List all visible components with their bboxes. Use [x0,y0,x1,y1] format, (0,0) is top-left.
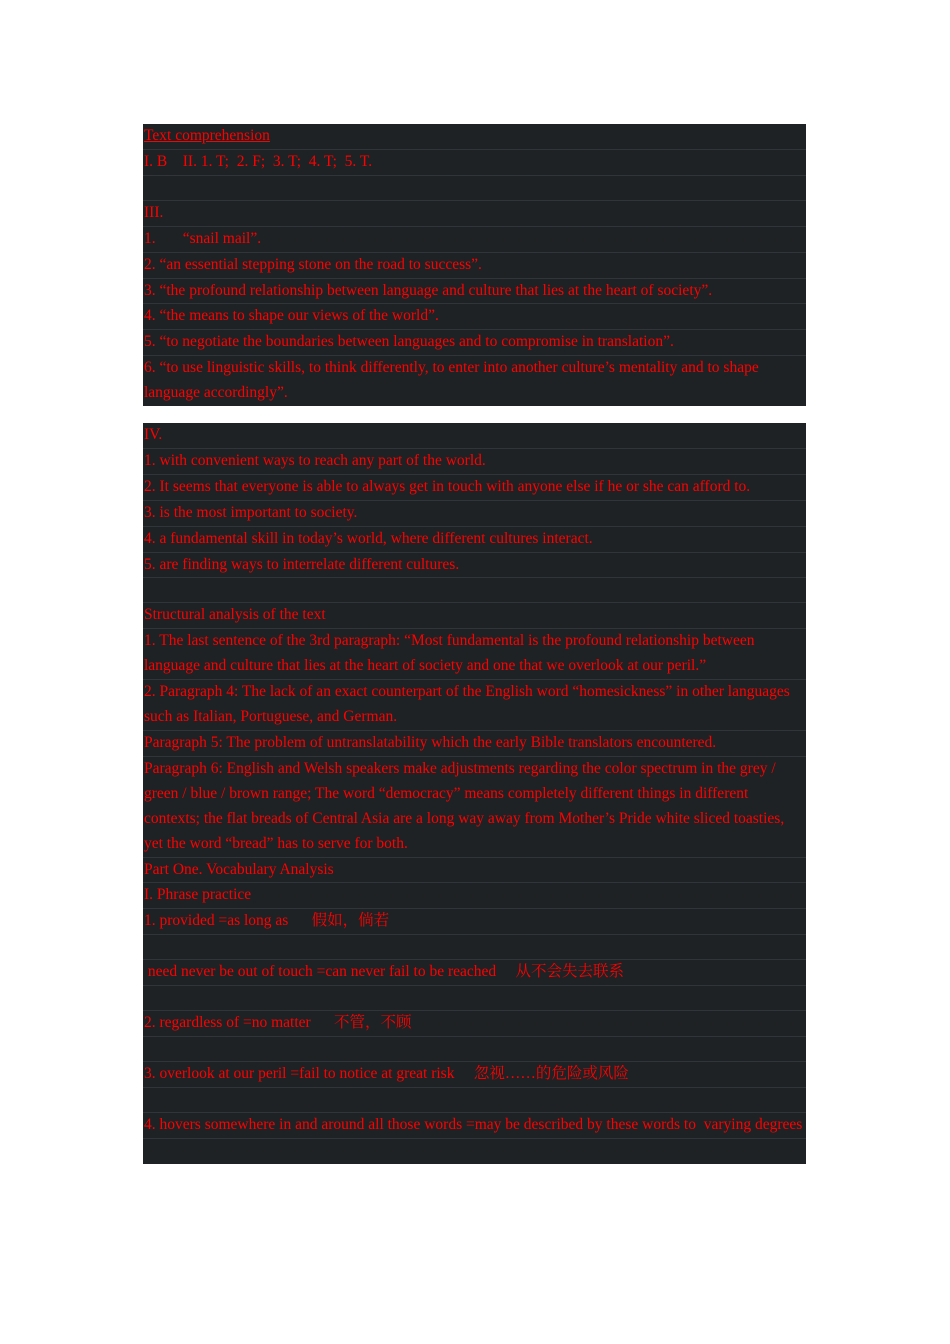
section-heading-text-comprehension: Text comprehension [143,124,806,150]
answer-row: 5. “to negotiate the boundaries between languages and to compromise in translation”. [143,330,806,356]
answer-row: IV. [143,423,806,449]
blank-row [143,1037,806,1062]
answer-row: 2. It seems that everyone is able to always get in touch with anyone else if he or she can afford to. [143,475,806,501]
phrase-row: 4. hovers somewhere in and around all those words =may be described by these words to varying degrees [143,1113,806,1139]
answer-row: 3. “the profound relationship between language and culture that lies at the heart of society”. [143,279,806,305]
section-heading-structural-analysis: Structural analysis of the text [143,603,806,629]
blank-row [143,1088,806,1113]
blank-row [143,986,806,1011]
answer-row: I. B II. 1. T; 2. F; 3. T; 4. T; 5. T. [143,150,806,176]
answer-row: 2. Paragraph 4: The lack of an exact counterpart of the English word “homesickness” in other languages such as Italian, Portuguese, and German. [143,680,806,731]
answer-row: Paragraph 6: English and Welsh speakers make adjustments regarding the color spectrum in the grey / green / blue / brown range; The word “democracy” means completely different things in different contexts; the flat breads of Central Asia are a long way away from Mother’s Pride white sliced toasties, yet the word “bread” has to serve for both. [143,757,806,858]
answer-block-2 [143,423,806,1164]
answer-row: 1. The last sentence of the 3rd paragraph: “Most fundamental is the profound relationship between language and culture that lies at the heart of society and one that we overlook at our peril.” [143,629,806,680]
section-heading-phrase-practice: I. Phrase practice [143,883,806,909]
phrase-row: 3. overlook at our peril =fail to notice at great risk 忽视……的危险或风险 [143,1062,806,1088]
answer-row: 4. “the means to shape our views of the world”. [143,304,806,330]
answer-row: Paragraph 5: The problem of untranslatability which the early Bible translators encountered. [143,731,806,757]
answer-row: 3. is the most important to society. [143,501,806,527]
blank-row [143,935,806,960]
answer-block-1 [143,124,806,406]
answer-row: 4. a fundamental skill in today’s world, where different cultures interact. [143,527,806,553]
answer-row: 5. are finding ways to interrelate different cultures. [143,553,806,579]
blank-row [143,1139,806,1164]
blank-row [143,176,806,201]
answer-row: 6. “to use linguistic skills, to think differently, to enter into another culture’s mentality and to shape language accordingly”. [144,359,763,402]
section-heading-part-one: Part One. Vocabulary Analysis [143,858,806,884]
blank-row [143,578,806,603]
phrase-row: 1. provided =as long as 假如，倘若 [143,909,806,935]
answer-row: III. [143,201,806,227]
answer-row: 1. with convenient ways to reach any part of the world. [143,449,806,475]
answer-row: 1. “snail mail”. [143,227,806,253]
answer-row: 2. “an essential stepping stone on the road to success”. [143,253,806,279]
phrase-row: need never be out of touch =can never fail to be reached 从不会失去联系 [143,960,806,986]
phrase-row: 2. regardless of =no matter 不管，不顾 [143,1011,806,1037]
